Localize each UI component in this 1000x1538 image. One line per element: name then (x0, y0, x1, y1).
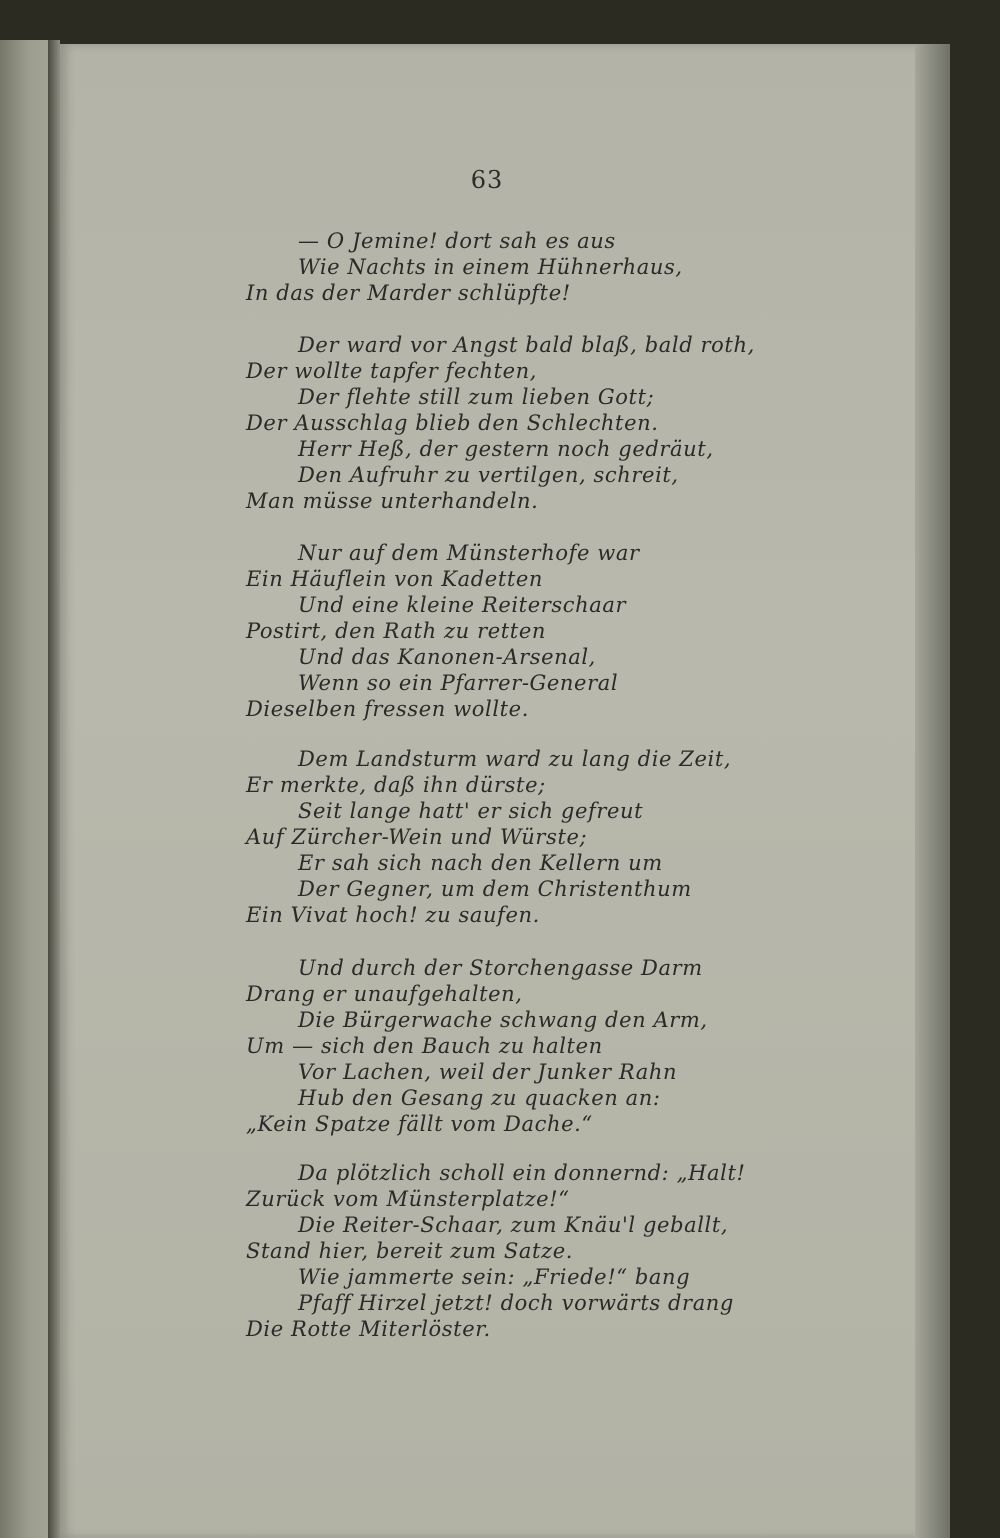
verse-line: Seit lange hatt' er sich gefreut (298, 799, 644, 823)
verse-line: Zurück vom Münsterplatze!“ (246, 1187, 570, 1211)
verse-line: — O Jemine! dort sah es aus (298, 229, 616, 253)
verse-line: Drang er unaufgehalten, (246, 982, 523, 1006)
verse-line: Wie Nachts in einem Hühnerhaus, (298, 255, 683, 279)
verse-line: Der wollte tapfer fechten, (246, 359, 538, 383)
verse-line: Er merkte, daß ihn dürste; (246, 773, 546, 797)
verse-line: Der Gegner, um dem Christenthum (298, 877, 692, 901)
verse-line: Und durch der Storchengasse Darm (298, 956, 703, 980)
verse-line: Die Bürgerwache schwang den Arm, (298, 1008, 708, 1032)
verse-line: Und eine kleine Reiterschaar (298, 593, 627, 617)
verse-line: Da plötzlich scholl ein donnernd: „Halt! (298, 1161, 746, 1185)
verse-line: „Kein Spatze fällt vom Dache.“ (246, 1112, 593, 1136)
verse-line: Ein Vivat hoch! zu saufen. (246, 903, 540, 927)
verse-line: Der Ausschlag blieb den Schlechten. (246, 411, 659, 435)
verse-line: Wie jammerte sein: „Friede!“ bang (298, 1265, 691, 1289)
verse-line: In das der Marder schlüpfte! (246, 281, 571, 305)
verse-line: Ein Häuflein von Kadetten (246, 567, 544, 591)
verse-line: Der flehte still zum lieben Gott; (298, 385, 655, 409)
verse-line: Herr Heß, der gestern noch gedräut, (298, 437, 714, 461)
verse-line: Wenn so ein Pfarrer-General (298, 671, 619, 695)
page-outer-edge (915, 44, 950, 1538)
book-gutter (48, 40, 60, 1538)
verse-line: Stand hier, bereit zum Satze. (246, 1239, 573, 1263)
verse-line: Dem Landsturm ward zu lang die Zeit, (298, 747, 732, 771)
verse-line: Hub den Gesang zu quacken an: (298, 1086, 661, 1110)
verse-line: Um — sich den Bauch zu halten (246, 1034, 603, 1058)
facing-page-edge (0, 40, 48, 1538)
verse-line: Auf Zürcher-Wein und Würste; (246, 825, 588, 849)
verse-line: Der ward vor Angst bald blaß, bald roth, (298, 333, 755, 357)
page-number: 63 (470, 166, 504, 194)
verse-line: Dieselben fressen wollte. (246, 697, 529, 721)
verse-line: Man müsse unterhandeln. (246, 489, 539, 513)
verse-line: Die Rotte Miterlöster. (246, 1317, 491, 1341)
verse-line: Pfaff Hirzel jetzt! doch vorwärts drang (298, 1291, 734, 1315)
verse-line: Er sah sich nach den Kellern um (298, 851, 663, 875)
verse-line: Und das Kanonen-Arsenal, (298, 645, 596, 669)
verse-line: Postirt, den Rath zu retten (246, 619, 546, 643)
verse-line: Nur auf dem Münsterhofe war (298, 541, 640, 565)
verse-line: Die Reiter-Schaar, zum Knäu'l geballt, (298, 1213, 729, 1237)
verse-line: Den Aufruhr zu vertilgen, schreit, (298, 463, 679, 487)
verse-line: Vor Lachen, weil der Junker Rahn (298, 1060, 678, 1084)
